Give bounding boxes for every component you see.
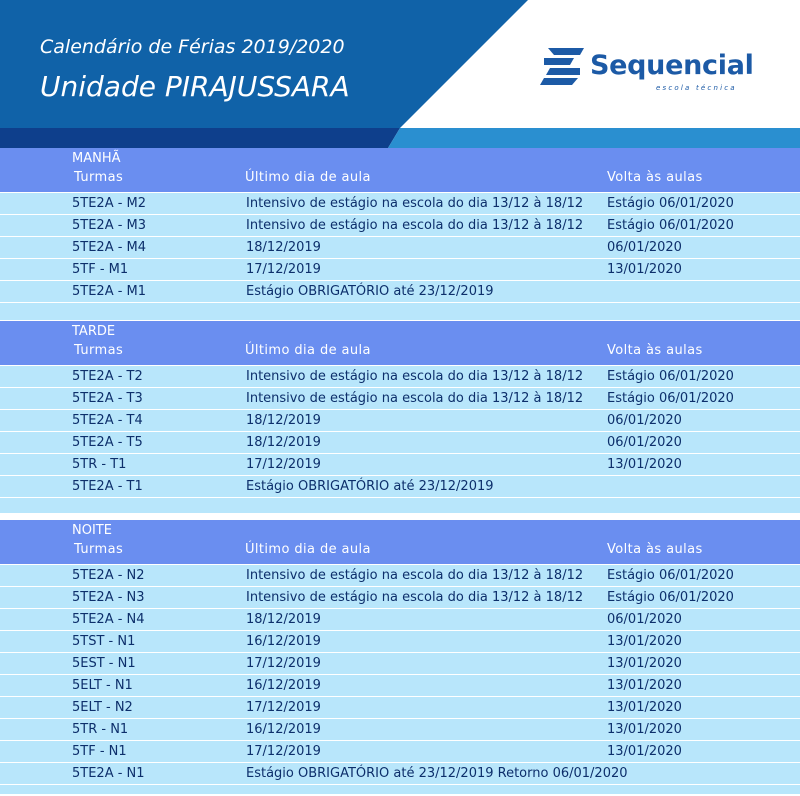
column-header-volta: Volta às aulas [607,170,703,185]
section-spacer [0,302,800,320]
ultimo-dia-cell: Estágio OBRIGATÓRIO até 23/12/2019 [246,284,494,299]
table-row [0,453,800,475]
turma-cell: 5TR - N1 [72,722,129,737]
section-spacer [0,497,800,513]
volta-cell: Estágio 06/01/2020 [607,568,734,583]
ultimo-dia-cell: 18/12/2019 [246,240,321,255]
turma-cell: 5ELT - N2 [72,700,133,715]
table-row [0,214,800,236]
volta-cell: 13/01/2020 [607,262,682,277]
section-spacer [0,784,800,794]
turma-cell: 5TE2A - M1 [72,284,147,299]
table-row [0,365,800,387]
volta-cell: Estágio 06/01/2020 [607,196,734,211]
ultimo-dia-cell: Intensivo de estágio na escola do dia 13/12 à 18/12 [246,590,584,605]
table-row [0,475,800,497]
ultimo-dia-cell: 17/12/2019 [246,656,321,671]
section-title: MANHÃ [72,151,121,166]
table-row [0,236,800,258]
turma-cell: 5TE2A - T4 [72,413,143,428]
ultimo-dia-cell: 16/12/2019 [246,722,321,737]
table-row [0,630,800,652]
section-header [0,520,800,564]
logo-subtitle: escola técnica [656,84,737,92]
logo-name: Sequencial [590,50,754,81]
volta-cell: Estágio 06/01/2020 [607,369,734,384]
turma-cell: 5TE2A - T1 [72,479,143,494]
table-row [0,564,800,586]
table-row [0,431,800,453]
section-rows [0,564,800,784]
table-row [0,258,800,280]
turma-cell: 5TE2A - T5 [72,435,143,450]
turma-cell: 5TE2A - M4 [72,240,147,255]
turma-cell: 5TR - T1 [72,457,127,472]
ultimo-dia-cell: 17/12/2019 [246,744,321,759]
ultimo-dia-cell: 18/12/2019 [246,435,321,450]
turma-cell: 5TE2A - M3 [72,218,147,233]
volta-cell: 13/01/2020 [607,700,682,715]
turma-cell: 5TF - N1 [72,744,127,759]
turma-cell: 5ELT - N1 [72,678,133,693]
column-header-ultimo-dia: Último dia de aula [245,343,371,358]
table-row [0,192,800,214]
ultimo-dia-cell: 17/12/2019 [246,262,321,277]
section-rows [0,365,800,497]
section-header [0,321,800,365]
column-header-volta: Volta às aulas [607,542,703,557]
sequencial-logo [540,46,760,96]
section-noite [0,520,800,794]
ultimo-dia-cell: 18/12/2019 [246,413,321,428]
header-banner [0,0,800,148]
table-row [0,409,800,431]
table-row [0,608,800,630]
ultimo-dia-cell: 17/12/2019 [246,457,321,472]
ultimo-dia-cell: Intensivo de estágio na escola do dia 13/12 à 18/12 [246,369,584,384]
turma-cell: 5TF - M1 [72,262,129,277]
ultimo-dia-cell: Intensivo de estágio na escola do dia 13/12 à 18/12 [246,196,584,211]
column-header-turmas: Turmas [74,343,124,358]
table-row [0,652,800,674]
section-title: NOITE [72,523,112,538]
turma-cell: 5TE2A - M2 [72,196,147,211]
column-header-ultimo-dia: Último dia de aula [245,170,371,185]
section-title: TARDE [72,324,116,339]
volta-cell: 06/01/2020 [607,435,682,450]
section-tarde [0,321,800,513]
ultimo-dia-cell: 17/12/2019 [246,700,321,715]
section-rows [0,192,800,302]
turma-cell: 5TE2A - N4 [72,612,145,627]
volta-cell: 13/01/2020 [607,678,682,693]
ultimo-dia-cell: 18/12/2019 [246,612,321,627]
table-row [0,740,800,762]
column-header-volta: Volta às aulas [607,343,703,358]
table-row [0,696,800,718]
table-row [0,674,800,696]
volta-cell: 13/01/2020 [607,457,682,472]
section-manha [0,148,800,320]
turma-cell: 5TST - N1 [72,634,136,649]
volta-cell: 06/01/2020 [607,240,682,255]
section-header [0,148,800,192]
table-row [0,387,800,409]
table-row [0,586,800,608]
volta-cell: Estágio 06/01/2020 [607,391,734,406]
column-header-turmas: Turmas [74,542,124,557]
volta-cell: Estágio 06/01/2020 [607,218,734,233]
volta-cell: 13/01/2020 [607,744,682,759]
table-row [0,718,800,740]
table-row [0,762,800,784]
ultimo-dia-cell: 16/12/2019 [246,634,321,649]
column-header-turmas: Turmas [74,170,124,185]
ultimo-dia-cell: 16/12/2019 [246,678,321,693]
turma-cell: 5EST - N1 [72,656,136,671]
turma-cell: 5TE2A - N1 [72,766,145,781]
turma-cell: 5TE2A - N3 [72,590,145,605]
volta-cell: Estágio 06/01/2020 [607,590,734,605]
unit-title: Unidade PIRAJUSSARA [40,70,350,103]
ultimo-dia-cell: Intensivo de estágio na escola do dia 13/12 à 18/12 [246,218,584,233]
volta-cell: 06/01/2020 [607,413,682,428]
volta-cell: 13/01/2020 [607,656,682,671]
table-row [0,280,800,302]
ultimo-dia-cell: Estágio OBRIGATÓRIO até 23/12/2019 [246,479,494,494]
ultimo-dia-cell: Estágio OBRIGATÓRIO até 23/12/2019 Retorno 06/01/2020 [246,766,628,781]
calendar-title: Calendário de Férias 2019/2020 [40,36,345,58]
volta-cell: 13/01/2020 [607,722,682,737]
volta-cell: 13/01/2020 [607,634,682,649]
ultimo-dia-cell: Intensivo de estágio na escola do dia 13/12 à 18/12 [246,568,584,583]
ultimo-dia-cell: Intensivo de estágio na escola do dia 13/12 à 18/12 [246,391,584,406]
turma-cell: 5TE2A - T2 [72,369,143,384]
turma-cell: 5TE2A - N2 [72,568,145,583]
volta-cell: 06/01/2020 [607,612,682,627]
column-header-ultimo-dia: Último dia de aula [245,542,371,557]
turma-cell: 5TE2A - T3 [72,391,143,406]
sequencial-s-logo-icon [540,48,584,86]
